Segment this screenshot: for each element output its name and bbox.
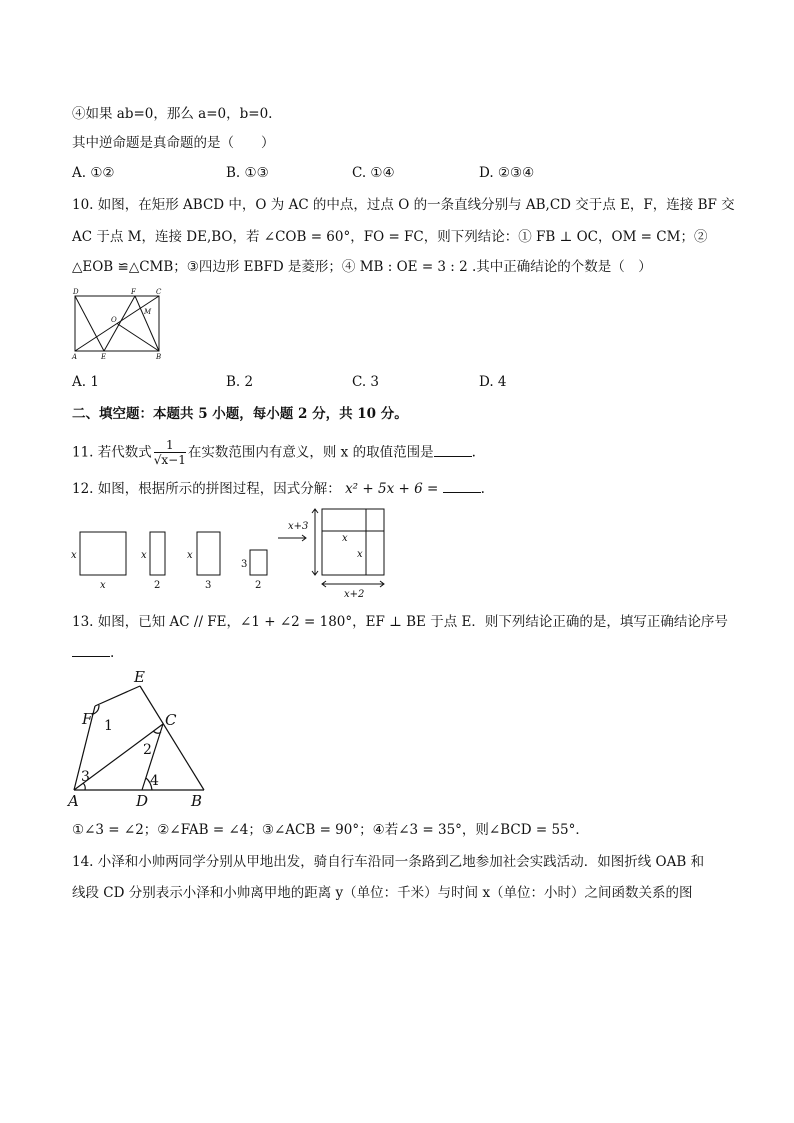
section-2-header: 二、填空题：本题共 5 小题，每小题 2 分，共 10 分。	[72, 406, 408, 422]
q10-option-c: C. 3	[352, 374, 380, 390]
q10-rectangle-figure	[70, 288, 170, 360]
dim-x-plus-3-label: x+3	[288, 521, 309, 532]
tile-x-by-3	[197, 532, 220, 575]
line-ef	[104, 296, 135, 351]
q12-tiling-figure	[66, 502, 396, 602]
q9-option-a: A. ①②	[72, 165, 115, 181]
tile-x-by-2	[150, 532, 165, 575]
q13-line2	[72, 642, 114, 663]
line-de	[75, 296, 104, 351]
q10-line3: △EOB ≌△CMB；③四边形 EBFD 是菱形；④ MB : OE = 3 : 2 .其中正确结论的个数是（ ）	[72, 259, 652, 275]
label-F: F	[131, 288, 136, 296]
q11-frac-num: 1	[154, 438, 186, 453]
label-F: F	[82, 710, 93, 728]
tile-assembled	[322, 509, 384, 575]
label-O: O	[111, 316, 117, 324]
tile4-bottom-label: 2	[255, 580, 262, 591]
angle-4-label: 4	[150, 773, 159, 789]
q14-line1: 14. 小泽和小帅两同学分别从甲地出发，骑自行车沿同一条路到乙地参加社会实践活动．如图折线 OAB 和	[72, 854, 705, 870]
label-A: A	[68, 792, 79, 810]
q10-option-d: D. 4	[479, 374, 507, 390]
segment-fe	[95, 686, 140, 706]
dim-x-plus-2-label: x+2	[344, 589, 365, 600]
tile1-bottom-label: x	[100, 580, 106, 591]
q11-line	[72, 438, 476, 468]
angle-2-label: 2	[143, 742, 152, 758]
label-D: D	[136, 792, 149, 810]
label-B: B	[191, 792, 203, 810]
q13-triangle-figure	[66, 668, 216, 810]
tile2-bottom-label: 2	[154, 580, 161, 591]
q11-fraction	[154, 438, 186, 468]
q11-prefix: 11. 若代数式	[72, 444, 152, 461]
inner-x-top: x	[342, 533, 348, 544]
q11-answer-blank[interactable]	[434, 442, 472, 457]
label-B: B	[156, 353, 162, 360]
label-E: E	[101, 353, 107, 360]
label-C: C	[156, 288, 162, 296]
label-M: M	[144, 308, 152, 316]
label-A: A	[72, 353, 78, 360]
q9-stem: 其中逆命题是真命题的是（ ）	[72, 135, 275, 151]
tile-x-by-x	[80, 532, 126, 575]
q11-frac-den: √x−1	[153, 453, 186, 467]
tile2-side-label: x	[141, 550, 147, 561]
q9-option-c: C. ①④	[352, 165, 395, 181]
q9-option-d: D. ②③④	[479, 165, 535, 181]
q10-option-a: A. 1	[72, 374, 99, 390]
q12-answer-blank[interactable]	[443, 478, 481, 493]
q10-line2: AC 于点 M，连接 DE,BO，若 ∠COB = 60°，FO = FC，则下列结论：① FB ⊥ OC，OM = CM；②	[72, 229, 708, 245]
label-C: C	[165, 711, 177, 729]
tile1-side-label: x	[71, 550, 77, 561]
q12-line	[72, 478, 485, 499]
q9-item4: ④如果 ab=0，那么 a=0，b=0.	[72, 106, 273, 122]
label-D: D	[73, 288, 79, 296]
q13-line1: 13. 如图，已知 AC // FE，∠1 + ∠2 = 180°，EF ⊥ BE 于点 E．则下列结论正确的是，填写正确结论序号	[72, 614, 728, 630]
q12-text: 12. 如图，根据所示的拼图过程，因式分解：	[72, 481, 341, 497]
tile-3-by-2	[250, 550, 267, 575]
q14-line2: 线段 CD 分别表示小泽和小帅离甲地的距离 y（单位：千米）与时间 x（单位：小时）之间函数关系的图	[72, 885, 693, 901]
tile4-side-label: 3	[241, 559, 248, 570]
angle-1-label: 1	[104, 718, 113, 734]
tile3-side-label: x	[187, 550, 193, 561]
angle-3-label: 3	[81, 769, 90, 785]
q11-suffix: 在实数范围内有意义，则 x 的取值范围是	[187, 444, 434, 461]
q13-end: .	[110, 645, 115, 661]
inner-x-side: x	[357, 549, 363, 560]
q9-option-b: B. ①③	[226, 165, 269, 181]
label-E: E	[134, 668, 145, 686]
q12-end: .	[480, 481, 485, 497]
q12-expression: x² + 5x + 6 =	[345, 481, 439, 497]
q13-conclusions: ①∠3 = ∠2；②∠FAB = ∠4；③∠ACB = 90°；④若∠3 = 35°，则∠BCD = 55°．	[72, 822, 589, 838]
q10-option-b: B. 2	[226, 374, 254, 390]
q11-end: .	[471, 444, 476, 461]
tile3-bottom-label: 3	[205, 580, 212, 591]
q13-answer-blank[interactable]	[72, 642, 110, 657]
q10-line1: 10. 如图，在矩形 ABCD 中，O 为 AC 的中点，过点 O 的一条直线分别与 AB,CD 交于点 E，F，连接 BF 交	[72, 197, 735, 213]
